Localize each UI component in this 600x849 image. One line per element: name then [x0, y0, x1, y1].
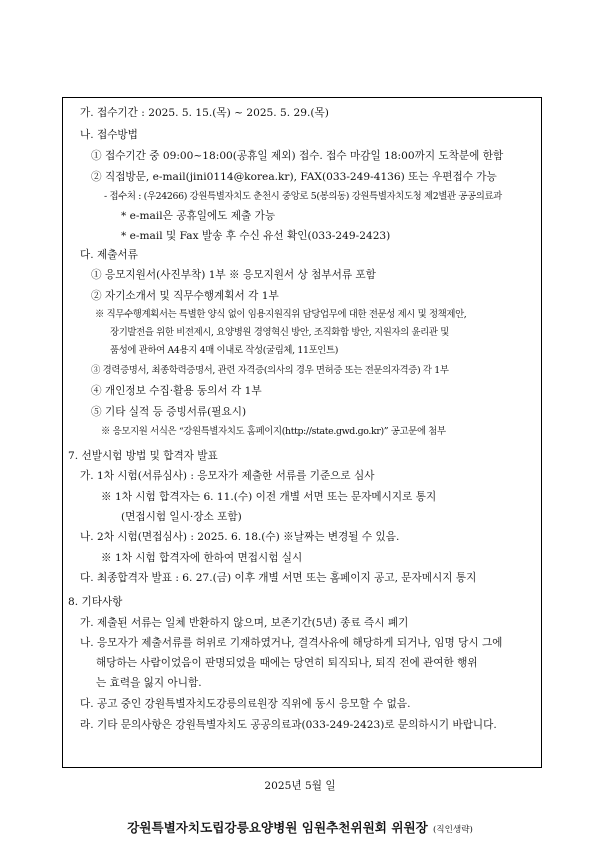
final-announcement: 다. 최종합격자 발표 : 6. 27.(금) 이후 개별 서면 또는 홈페이지 공고, 문자메시지 통지	[80, 572, 477, 584]
first-exam: 가. 1차 시험(서류심사) : 응모자가 제출한 서류를 기준으로 심사	[80, 470, 375, 482]
plan-note-line-2: 장기발전을 위한 비전제시, 요양병원 경영혁신 방안, 조직화합 방안, 지원자의 윤리관 및	[110, 327, 449, 338]
application-method-item-1: ① 접수기간 중 09:00~18:00(공휴일 제외) 접수. 접수 마감일 18:00까지 도착분에 한함	[91, 150, 504, 162]
email-note: * e-mail은 공휴일에도 제출 가능	[121, 210, 276, 222]
fax-note: * e-mail 및 Fax 발송 후 수신 유선 확인(033-249-2423)	[121, 230, 391, 242]
misc-item-b-line-1: 나. 응모자가 제출서류를 허위로 기재하였거나, 결격사유에 해당하게 되거나, 임명 당시 그에	[80, 637, 503, 649]
misc-item-b-line-2: 해당하는 사람이었음이 판명되었을 때에는 당연히 퇴직되나, 퇴직 전에 관여한 행위	[96, 657, 478, 669]
document-item-5: ⑤ 기타 실적 등 증빙서류(필요시)	[91, 406, 247, 418]
application-period: 가. 접수기간 : 2025. 5. 15.(목) ~ 2025. 5. 29.(목)	[80, 107, 329, 119]
misc-item-d: 라. 기타 문의사항은 강원특별자치도 공공의료과(033-249-2423)로 문의하시기 바랍니다.	[80, 719, 497, 731]
misc-item-c: 다. 공고 중인 강원특별자치도강릉의료원장 직위에 동시 응모할 수 없음.	[80, 698, 411, 710]
misc-item-b-line-3: 는 효력을 잃지 아니함.	[96, 677, 202, 689]
signature-line	[0, 817, 600, 836]
signer-title: 강원특별자치도립강릉요양병원 임원추천위원회 위원장	[127, 820, 428, 835]
document-item-3: ③ 경력증명서, 최종학력증명서, 관련 자격증(의사의 경우 면허증 또는 전문의자격증) 각 1부	[91, 365, 449, 376]
application-address: - 접수처 : (우24266) 강원특별자치도 춘천시 중앙로 5(봉의동) 강원특별자치도청 제2별관 공공의료과	[104, 191, 502, 202]
second-exam-note: ※ 1차 시험 합격자에 한하여 면접시험 실시	[101, 552, 303, 564]
second-exam: 나. 2차 시험(면접심사) : 2025. 6. 18.(수) ※날짜는 변경될 수 있음.	[80, 531, 400, 543]
seal-omitted-note: (직인생략)	[432, 825, 473, 835]
form-note: ※ 응모지원 서식은 “강원특별자치도 홈페이지(http://state.gwd.go.kr)” 공고문에 첨부	[101, 426, 446, 437]
application-method-item-2: ② 직접방문, e-mail(jini0114@korea.kr), FAX(033-249-4136) 또는 우편접수 가능	[91, 171, 497, 183]
plan-note-line-1: ※ 직무수행계획서는 특별한 양식 없이 임용지원직위 담당업무에 대한 전문성 제시 및 정책제안,	[95, 309, 467, 320]
application-method-heading: 나. 접수방법	[80, 129, 138, 141]
section-7-title: 7. 선발시험 방법 및 합격자 발표	[68, 450, 218, 462]
plan-note-line-3: 품성에 관하여 A4용지 4매 이내로 작성(굴림체, 11포인트)	[110, 345, 339, 356]
document-item-1: ① 응모지원서(사진부착) 1부 ※ 응모지원서 상 첨부서류 포함	[91, 269, 376, 281]
document-item-4: ④ 개인정보 수집·활용 동의서 각 1부	[91, 385, 262, 397]
notice-date: 2025년 5월 일	[264, 780, 336, 792]
first-exam-note-2: (면접시험 일시·장소 포함)	[121, 511, 242, 523]
documents-heading: 다. 제출서류	[80, 249, 138, 261]
misc-item-a: 가. 제출된 서류는 일체 반환하지 않으며, 보존기간(5년) 종료 즉시 폐기	[80, 617, 409, 629]
first-exam-note: ※ 1차 시험 합격자는 6. 11.(수) 이전 개별 서면 또는 문자메시지로 통지	[101, 491, 437, 503]
document-item-2: ② 자기소개서 및 직무수행계획서 각 1부	[91, 290, 279, 302]
section-8-title: 8. 기타사항	[68, 596, 123, 608]
